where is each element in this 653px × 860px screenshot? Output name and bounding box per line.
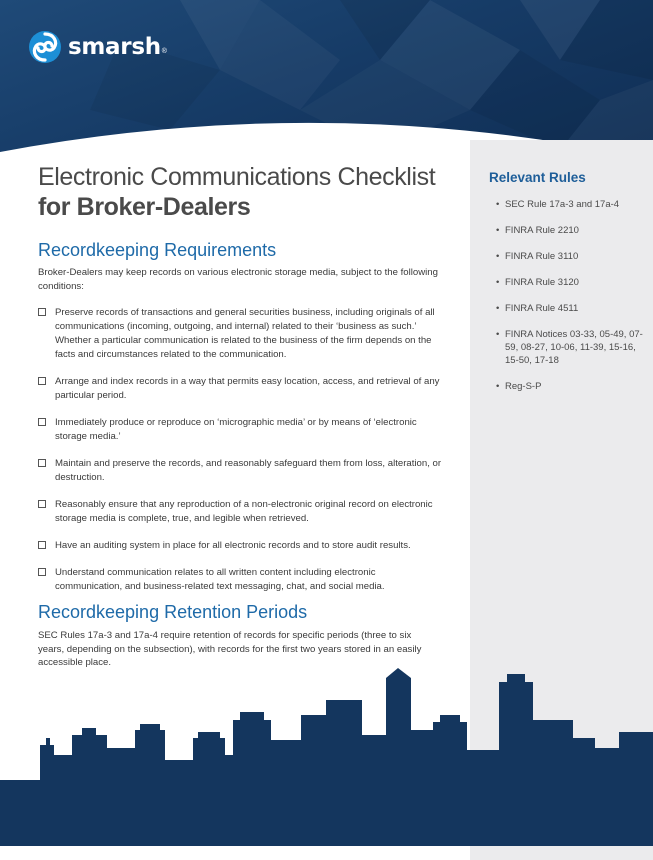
- registered-mark: ®: [161, 47, 167, 55]
- brand-name: smarsh: [68, 34, 161, 60]
- checklist-item: [38, 375, 443, 403]
- section-heading-requirements: Recordkeeping Requirements: [38, 240, 277, 260]
- checklist-item: [38, 416, 443, 444]
- swirl-icon: [28, 30, 62, 64]
- checkbox[interactable]: [38, 377, 46, 385]
- title-line-1: Electronic Communications Checklist: [38, 163, 436, 191]
- rule-item: • FINRA Rule 3110: [496, 251, 579, 262]
- checkbox[interactable]: [38, 459, 46, 467]
- checklist-item-text: Understand communication relates to all written content including electronic communication, and business-related text messaging, chat, and social media.: [55, 567, 385, 592]
- checkbox[interactable]: [38, 418, 46, 426]
- checklist-item: [38, 539, 443, 553]
- checklist-item-text: Maintain and preserve the records, and reasonably safeguard them from loss, alteration, or destruction.: [55, 458, 442, 483]
- rule-item: • FINRA Notices 03-33, 05-49, 07-59, 08-27, 10-06, 11-39, 15-16, 15-50, 17-18: [496, 329, 643, 366]
- checklist-item-text: Arrange and index records in a way that permits easy location, access, and retrieval of any particular period.: [55, 376, 440, 401]
- requirements-checklist: [38, 306, 443, 607]
- rule-item: • Reg-S-P: [496, 381, 542, 392]
- checklist-item: [38, 498, 443, 526]
- brand-logo[interactable]: [28, 30, 167, 64]
- checklist-item-text: Immediately produce or reproduce on ‘micrographic media’ or by means of ‘electronic storage media.’: [55, 417, 417, 442]
- sidebar-title: Relevant Rules: [489, 170, 586, 185]
- rule-item: • SEC Rule 17a-3 and 17a-4: [496, 199, 620, 210]
- city-skyline-illustration: [0, 660, 653, 846]
- checkbox[interactable]: [38, 308, 46, 316]
- checklist-item-text: Have an auditing system in place for all electronic records and to store audit results.: [55, 540, 411, 551]
- rule-item: • FINRA Rule 3120: [496, 277, 579, 288]
- checklist-item: [38, 566, 443, 594]
- checkbox[interactable]: [38, 500, 46, 508]
- document-title: [38, 162, 448, 222]
- checklist-item-text: Reasonably ensure that any reproduction of a non-electronic original record on electronic storage media is complete, true, and legible when retrieved.: [55, 499, 433, 524]
- checkbox[interactable]: [38, 568, 46, 576]
- retention-body: SEC Rules 17a-3 and 17a-4 require retention of records for specific periods (three to six years, depending on the subsection), with records for the first two years stored in an easily accessible place.: [38, 630, 422, 668]
- relevant-rules-list: [496, 198, 646, 406]
- section-heading-retention: Recordkeeping Retention Periods: [38, 602, 308, 622]
- checklist-item-text: Preserve records of transactions and general securities business, including originals of all communications (incoming, outgoing, and internal) related to their ‘business as such.’ Whether a particular communication is related to the business of the firm depends on the facts and circumstances related to the communication.: [55, 307, 435, 360]
- checklist-item: [38, 457, 443, 485]
- checkbox[interactable]: [38, 541, 46, 549]
- title-line-2: for Broker-Dealers: [38, 193, 251, 221]
- sidebar-curve: [470, 128, 653, 168]
- checklist-item: [38, 306, 443, 362]
- rule-item: • FINRA Rule 2210: [496, 225, 579, 236]
- rule-item: • FINRA Rule 4511: [496, 303, 579, 314]
- requirements-intro: Broker-Dealers may keep records on various electronic storage media, subject to the following conditions:: [38, 267, 438, 292]
